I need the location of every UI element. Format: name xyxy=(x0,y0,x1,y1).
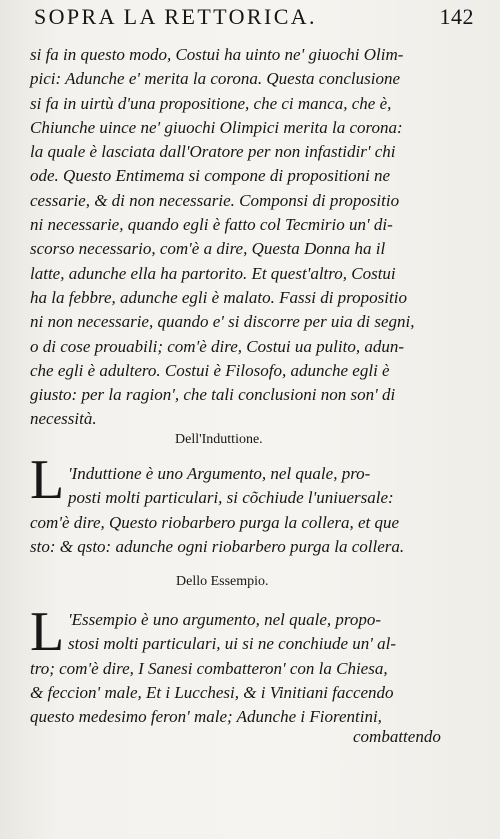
text-line: posti molti particulari, si cõchiude l'uniuersale: xyxy=(68,488,394,508)
text-line: ha la febbre, adunche egli è malato. Fassi di propositio xyxy=(30,287,407,307)
paragraph-essempio xyxy=(30,608,475,729)
text-line: 'Essempio è uno argumento, nel quale, propo- xyxy=(68,610,382,629)
text-line: & feccion' male, Et i Lucchesi, & i Vinitiani faccendo xyxy=(30,682,394,702)
text-line: 'Induttione è uno Argumento, nel quale, pro- xyxy=(68,464,371,483)
text-line: si fa in questo modo, Costui ha uinto ne' giuochi Olim- xyxy=(30,45,404,64)
text-line: giusto: per la ragion', che tali conclusioni non son' di xyxy=(30,385,396,405)
section-heading-induttione: Dell'Induttione. xyxy=(175,432,263,447)
text-line: ni necessarie, quando egli è fatto col Tecmirio un' di- xyxy=(30,215,393,235)
drop-cap: L xyxy=(30,601,65,663)
text-line: la quale è lasciata dall'Oratore per non infastidir' chi xyxy=(30,142,396,162)
text-line: cessarie, & di non necessarie. Componsi di propositio xyxy=(30,190,400,210)
text-line: o di cose prouabili; com'è dire, Costui ua pulito, adun- xyxy=(30,336,404,356)
text-line: latte, adunche ella ha partorito. Et quest'altro, Costui xyxy=(30,263,396,283)
text-line: pici: Adunche e' merita la corona. Questa conclusione xyxy=(30,69,400,89)
running-title: SOPRA LA RETTORICA. xyxy=(34,4,317,29)
text-line: che egli è adultero. Costui è Filosofo, adunche egli è xyxy=(30,360,390,380)
section-heading-essempio: Dello Essempio. xyxy=(176,574,269,589)
text-line: ode. Questo Entimema si compone di propositioni ne xyxy=(30,166,391,186)
paragraph-induttione xyxy=(30,462,475,559)
text-line: tro; com'è dire, I Sanesi combatteron' con la Chiesa, xyxy=(30,658,388,678)
text-line: ni non necessarie, quando e' si discorre per uia di segni, xyxy=(30,312,415,332)
text-line: si fa in uirtù d'una propositione, che ci manca, che è, xyxy=(30,93,392,113)
catchword: combattendo xyxy=(353,727,441,746)
text-line: scorso necessario, com'è a dire, Questa Donna ha il xyxy=(30,239,386,259)
paragraph-entimema xyxy=(30,43,475,432)
text-line: stosi molti particulari, ui si ne conchiude un' al- xyxy=(68,634,397,654)
text-line: necessità. xyxy=(30,409,97,429)
text-line: com'è dire, Questo riobarbero purga la collera, et que xyxy=(30,512,400,532)
text-line: questo medesimo feron' male; Adunche i Fiorentini, xyxy=(30,707,382,727)
page-number: 142 xyxy=(439,4,474,29)
text-line: sto: & qsto: adunche ogni riobarbero purga la collera. xyxy=(30,536,405,556)
text-line: Chiunche uince ne' giuochi Olimpici merita la corona: xyxy=(30,117,403,137)
running-header xyxy=(34,4,474,34)
drop-cap: L xyxy=(30,449,65,511)
